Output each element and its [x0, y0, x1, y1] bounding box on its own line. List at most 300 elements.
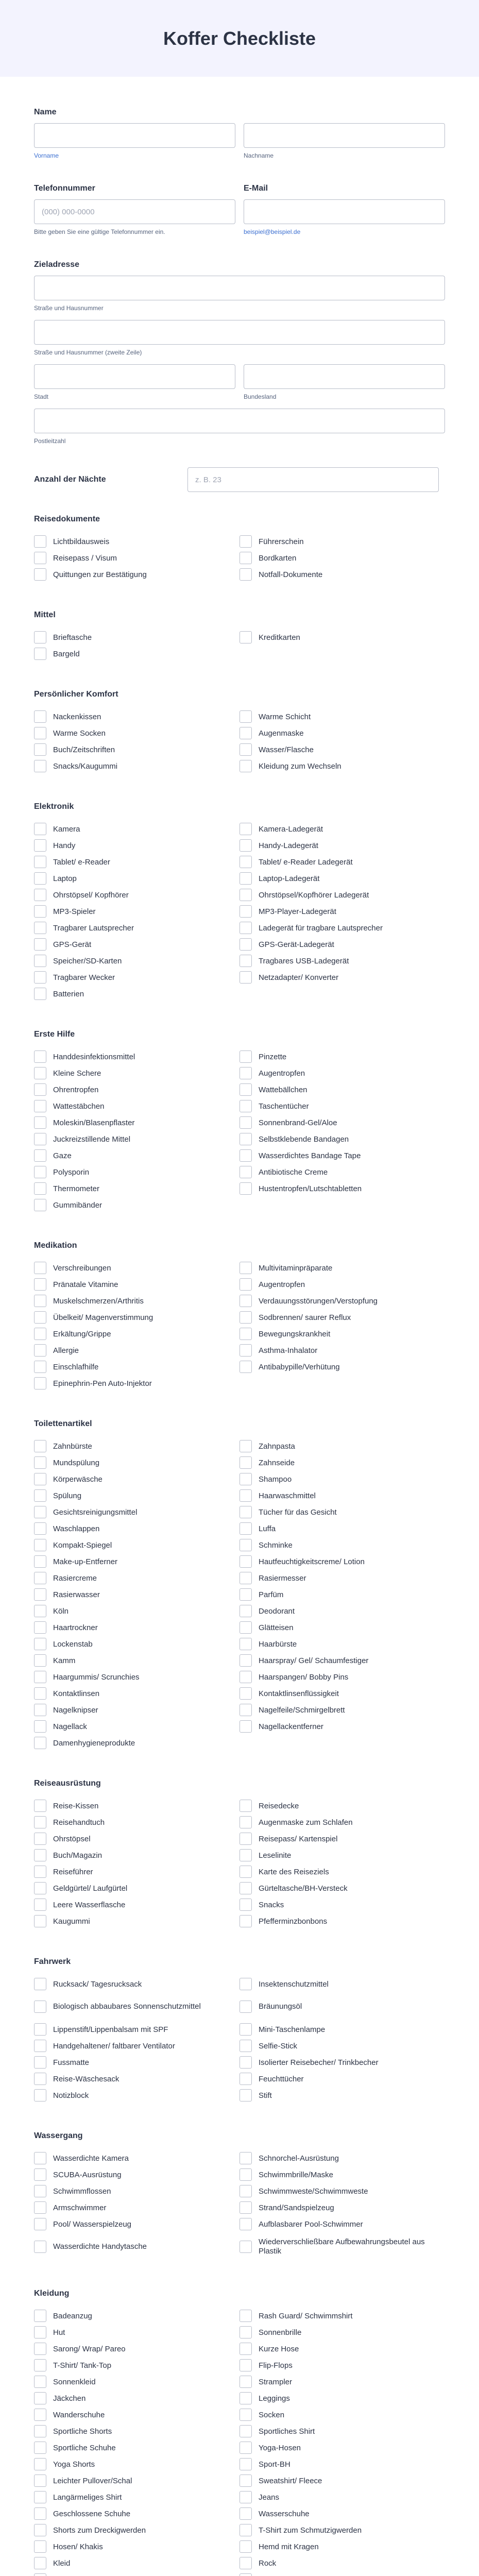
checkbox[interactable] [239, 552, 252, 564]
checkbox[interactable] [239, 1899, 252, 1911]
checkbox-option[interactable] [239, 1896, 445, 1913]
checkbox-option[interactable] [239, 1276, 445, 1293]
checkbox-option[interactable] [239, 1553, 445, 1570]
checkbox[interactable] [239, 2040, 252, 2052]
checkbox[interactable] [239, 1833, 252, 1845]
checkbox[interactable] [34, 1638, 46, 1650]
checkbox-option[interactable] [239, 1359, 445, 1375]
checkbox[interactable] [34, 1555, 46, 1568]
checkbox[interactable] [34, 2201, 46, 2214]
checkbox[interactable] [239, 1621, 252, 1634]
checkbox[interactable] [34, 988, 46, 1000]
checkbox[interactable] [34, 2310, 46, 2322]
checkbox-option[interactable] [34, 903, 239, 920]
checkbox[interactable] [239, 1671, 252, 1683]
checkbox-option[interactable] [239, 2150, 445, 2166]
checkbox-option[interactable] [239, 2216, 445, 2232]
checkbox[interactable] [239, 1588, 252, 1601]
checkbox[interactable] [239, 2376, 252, 2388]
checkbox-option[interactable] [34, 1798, 239, 1814]
checkbox-option[interactable] [34, 2555, 239, 2571]
checkbox-option[interactable] [34, 708, 239, 725]
checkbox-option[interactable] [34, 2489, 239, 2505]
checkbox[interactable] [34, 2241, 46, 2253]
checkbox-option[interactable] [239, 2374, 445, 2390]
checkbox-option[interactable] [239, 1702, 445, 1718]
checkbox-option[interactable] [34, 2472, 239, 2489]
checkbox-option[interactable] [239, 1260, 445, 1276]
checkbox[interactable] [34, 1100, 46, 1112]
checkbox[interactable] [239, 1849, 252, 1861]
checkbox[interactable] [239, 1166, 252, 1178]
checkbox-option[interactable] [34, 1164, 239, 1180]
checkbox-option[interactable] [34, 1293, 239, 1309]
checkbox[interactable] [239, 2218, 252, 2230]
checkbox-option[interactable] [34, 2374, 239, 2390]
checkbox[interactable] [34, 710, 46, 723]
checkbox[interactable] [34, 2392, 46, 2404]
checkbox-option[interactable] [34, 1375, 239, 1392]
checkbox[interactable] [239, 568, 252, 581]
checkbox-option[interactable] [239, 1131, 445, 1147]
checkbox[interactable] [239, 2185, 252, 2197]
checkbox[interactable] [34, 2168, 46, 2181]
checkbox[interactable] [34, 1506, 46, 1518]
state-input[interactable] [244, 364, 445, 389]
checkbox-option[interactable] [34, 1487, 239, 1504]
checkbox-option[interactable] [239, 2522, 445, 2538]
checkbox[interactable] [239, 938, 252, 951]
checkbox[interactable] [34, 2458, 46, 2470]
checkbox[interactable] [239, 2343, 252, 2355]
checkbox[interactable] [239, 1572, 252, 1584]
checkbox-option[interactable] [239, 1847, 445, 1863]
checkbox-option[interactable] [34, 1976, 239, 1992]
checkbox-option[interactable] [239, 1718, 445, 1735]
checkbox-option[interactable] [239, 1976, 445, 1992]
checkbox-option[interactable] [239, 2341, 445, 2357]
checkbox[interactable] [34, 2573, 46, 2576]
checkbox[interactable] [239, 2442, 252, 2454]
checkbox-option[interactable] [34, 1896, 239, 1913]
checkbox[interactable] [239, 1050, 252, 1063]
checkbox[interactable] [239, 1555, 252, 1568]
checkbox-option[interactable] [34, 887, 239, 903]
checkbox-option[interactable] [34, 2216, 239, 2232]
checkbox-option[interactable] [239, 1048, 445, 1065]
checkbox[interactable] [34, 1720, 46, 1733]
checkbox-option[interactable] [34, 1553, 239, 1570]
checkbox[interactable] [239, 823, 252, 835]
checkbox-option[interactable] [34, 1685, 239, 1702]
checkbox[interactable] [239, 2540, 252, 2553]
checkbox[interactable] [239, 1278, 252, 1291]
checkbox-option[interactable] [34, 1718, 239, 1735]
checkbox-option[interactable] [239, 936, 445, 953]
checkbox[interactable] [34, 1311, 46, 1324]
checkbox-option[interactable] [34, 2390, 239, 2406]
checkbox-option[interactable] [34, 1831, 239, 1847]
checkbox-option[interactable] [239, 2538, 445, 2555]
checkbox[interactable] [239, 1978, 252, 1990]
checkbox-option[interactable] [239, 566, 445, 583]
checkbox-option[interactable] [34, 2406, 239, 2423]
checkbox-option[interactable] [239, 1098, 445, 1114]
first-name-input[interactable] [34, 123, 235, 148]
checkbox[interactable] [34, 1737, 46, 1749]
last-name-input[interactable] [244, 123, 445, 148]
checkbox-option[interactable] [34, 1098, 239, 1114]
checkbox-option[interactable] [239, 2505, 445, 2522]
checkbox-option[interactable] [239, 854, 445, 870]
checkbox-option[interactable] [34, 2087, 239, 2104]
checkbox[interactable] [34, 1361, 46, 1373]
checkbox-option[interactable] [34, 629, 239, 646]
nights-input[interactable] [187, 467, 439, 492]
checkbox[interactable] [34, 1849, 46, 1861]
checkbox-option[interactable] [239, 920, 445, 936]
checkbox[interactable] [239, 1344, 252, 1357]
checkbox-option[interactable] [34, 1814, 239, 1831]
checkbox-option[interactable] [34, 1131, 239, 1147]
checkbox-option[interactable] [239, 2406, 445, 2423]
checkbox[interactable] [239, 1800, 252, 1812]
checkbox-option[interactable] [239, 741, 445, 758]
checkbox-option[interactable] [34, 986, 239, 1002]
checkbox-option[interactable] [239, 1863, 445, 1880]
checkbox[interactable] [34, 2475, 46, 2487]
checkbox-option[interactable] [34, 1471, 239, 1487]
checkbox[interactable] [34, 1456, 46, 1469]
checkbox-option[interactable] [34, 1180, 239, 1197]
checkbox[interactable] [34, 2073, 46, 2085]
checkbox[interactable] [34, 2425, 46, 2437]
checkbox[interactable] [34, 760, 46, 772]
checkbox-option[interactable] [239, 1798, 445, 1814]
checkbox[interactable] [239, 1654, 252, 1667]
checkbox[interactable] [239, 1539, 252, 1551]
checkbox[interactable] [239, 1687, 252, 1700]
checkbox-option[interactable] [239, 903, 445, 920]
checkbox[interactable] [34, 905, 46, 918]
checkbox[interactable] [34, 2040, 46, 2052]
checkbox-option[interactable] [239, 969, 445, 986]
checkbox-option[interactable] [239, 2183, 445, 2199]
checkbox[interactable] [239, 1704, 252, 1716]
checkbox-option[interactable] [34, 1863, 239, 1880]
checkbox[interactable] [34, 1704, 46, 1716]
checkbox-option[interactable] [239, 2071, 445, 2087]
checkbox-option[interactable] [34, 936, 239, 953]
checkbox[interactable] [239, 2073, 252, 2085]
checkbox[interactable] [239, 1489, 252, 1502]
checkbox-option[interactable] [239, 2087, 445, 2104]
checkbox-option[interactable] [34, 854, 239, 870]
checkbox-option[interactable] [239, 1619, 445, 1636]
checkbox-option[interactable] [34, 1114, 239, 1131]
checkbox-option[interactable] [239, 2555, 445, 2571]
checkbox-option[interactable] [239, 953, 445, 969]
checkbox-option[interactable] [34, 2357, 239, 2374]
checkbox-option[interactable] [239, 1342, 445, 1359]
checkbox[interactable] [239, 2458, 252, 2470]
checkbox[interactable] [239, 1522, 252, 1535]
checkbox[interactable] [34, 2491, 46, 2503]
checkbox-option[interactable] [239, 1114, 445, 1131]
checkbox[interactable] [239, 2359, 252, 2371]
checkbox-option[interactable] [239, 2021, 445, 2038]
checkbox-option[interactable] [34, 2423, 239, 2439]
checkbox-option[interactable] [239, 1487, 445, 1504]
checkbox-option[interactable] [239, 1586, 445, 1603]
checkbox[interactable] [34, 1899, 46, 1911]
checkbox[interactable] [239, 2326, 252, 2338]
checkbox[interactable] [34, 1621, 46, 1634]
checkbox[interactable] [239, 2491, 252, 2503]
checkbox-option[interactable] [239, 2166, 445, 2183]
checkbox-option[interactable] [34, 1276, 239, 1293]
checkbox-option[interactable] [34, 1454, 239, 1471]
checkbox[interactable] [34, 2056, 46, 2069]
checkbox-option[interactable] [34, 1537, 239, 1553]
checkbox[interactable] [239, 2056, 252, 2069]
checkbox[interactable] [239, 889, 252, 901]
checkbox-option[interactable] [34, 1260, 239, 1276]
checkbox[interactable] [34, 2152, 46, 2164]
checkbox[interactable] [34, 2089, 46, 2102]
checkbox-option[interactable] [239, 1520, 445, 1537]
checkbox-option[interactable] [34, 1586, 239, 1603]
checkbox[interactable] [34, 2359, 46, 2371]
checkbox[interactable] [34, 1344, 46, 1357]
checkbox[interactable] [239, 872, 252, 885]
checkbox[interactable] [34, 922, 46, 934]
checkbox-option[interactable] [239, 1164, 445, 1180]
checkbox[interactable] [34, 1489, 46, 1502]
checkbox-option[interactable] [34, 646, 239, 662]
checkbox-option[interactable] [239, 1471, 445, 1487]
checkbox[interactable] [239, 2201, 252, 2214]
checkbox-option[interactable] [34, 1702, 239, 1718]
checkbox-option[interactable] [34, 2456, 239, 2472]
checkbox[interactable] [34, 1440, 46, 1452]
checkbox-option[interactable] [239, 725, 445, 741]
checkbox[interactable] [34, 823, 46, 835]
checkbox-option[interactable] [34, 2324, 239, 2341]
street1-input[interactable] [34, 276, 445, 300]
checkbox[interactable] [239, 1311, 252, 1324]
city-input[interactable] [34, 364, 235, 389]
checkbox[interactable] [239, 1083, 252, 1096]
checkbox-option[interactable] [239, 1065, 445, 1081]
checkbox-option[interactable] [34, 2166, 239, 2183]
checkbox-option[interactable] [239, 2489, 445, 2505]
checkbox[interactable] [34, 1328, 46, 1340]
checkbox-option[interactable] [34, 2571, 239, 2576]
checkbox[interactable] [239, 922, 252, 934]
checkbox-option[interactable] [34, 1065, 239, 1081]
checkbox-option[interactable] [239, 1880, 445, 1896]
checkbox[interactable] [34, 1800, 46, 1812]
checkbox[interactable] [34, 535, 46, 548]
checkbox[interactable] [34, 1915, 46, 1927]
checkbox-option[interactable] [34, 566, 239, 583]
checkbox-option[interactable] [34, 1359, 239, 1375]
checkbox[interactable] [34, 1083, 46, 1096]
checkbox[interactable] [34, 552, 46, 564]
checkbox-option[interactable] [239, 1570, 445, 1586]
checkbox-option[interactable] [34, 1342, 239, 1359]
checkbox[interactable] [239, 1262, 252, 1274]
checkbox[interactable] [34, 1572, 46, 1584]
checkbox[interactable] [34, 1133, 46, 1145]
checkbox[interactable] [239, 2409, 252, 2421]
checkbox[interactable] [239, 1361, 252, 1373]
checkbox-option[interactable] [239, 1147, 445, 1164]
checkbox[interactable] [34, 1278, 46, 1291]
checkbox[interactable] [239, 2023, 252, 2036]
checkbox[interactable] [239, 1915, 252, 1927]
checkbox-option[interactable] [239, 758, 445, 774]
checkbox-option[interactable] [239, 1537, 445, 1553]
checkbox[interactable] [239, 1882, 252, 1894]
checkbox[interactable] [239, 535, 252, 548]
checkbox[interactable] [34, 1262, 46, 1274]
checkbox[interactable] [239, 1116, 252, 1129]
checkbox-option[interactable] [34, 550, 239, 566]
checkbox[interactable] [34, 1473, 46, 1485]
checkbox[interactable] [34, 2442, 46, 2454]
checkbox[interactable] [34, 743, 46, 756]
checkbox-option[interactable] [239, 870, 445, 887]
checkbox-option[interactable] [239, 1636, 445, 1652]
checkbox-option[interactable] [239, 2423, 445, 2439]
checkbox[interactable] [34, 1377, 46, 1389]
checkbox[interactable] [34, 938, 46, 951]
checkbox[interactable] [34, 1116, 46, 1129]
checkbox[interactable] [239, 2241, 252, 2253]
checkbox-option[interactable] [239, 887, 445, 903]
checkbox[interactable] [239, 1328, 252, 1340]
checkbox-option[interactable] [34, 821, 239, 837]
checkbox[interactable] [239, 2557, 252, 2569]
checkbox-option[interactable] [34, 741, 239, 758]
checkbox[interactable] [34, 1605, 46, 1617]
checkbox-option[interactable] [34, 1309, 239, 1326]
checkbox-option[interactable] [34, 1520, 239, 1537]
checkbox-option[interactable] [34, 725, 239, 741]
checkbox-option[interactable] [239, 821, 445, 837]
checkbox-option[interactable] [34, 1326, 239, 1342]
checkbox[interactable] [34, 1539, 46, 1551]
checkbox[interactable] [34, 2524, 46, 2536]
checkbox-option[interactable] [34, 1197, 239, 1213]
checkbox[interactable] [239, 856, 252, 868]
checkbox[interactable] [34, 2326, 46, 2338]
checkbox[interactable] [239, 1473, 252, 1485]
checkbox-option[interactable] [34, 2538, 239, 2555]
checkbox-option[interactable] [239, 629, 445, 646]
checkbox-option[interactable] [239, 2054, 445, 2071]
checkbox[interactable] [34, 2343, 46, 2355]
checkbox[interactable] [34, 1654, 46, 1667]
checkbox-option[interactable] [34, 920, 239, 936]
checkbox[interactable] [239, 1067, 252, 1079]
checkbox[interactable] [34, 1833, 46, 1845]
checkbox-option[interactable] [239, 1504, 445, 1520]
checkbox-option[interactable] [239, 2456, 445, 2472]
checkbox-option[interactable] [239, 2390, 445, 2406]
street2-input[interactable] [34, 320, 445, 345]
checkbox[interactable] [34, 1050, 46, 1063]
checkbox[interactable] [239, 2475, 252, 2487]
checkbox[interactable] [34, 889, 46, 901]
checkbox[interactable] [34, 2185, 46, 2197]
checkbox[interactable] [34, 2218, 46, 2230]
checkbox[interactable] [34, 1182, 46, 1195]
checkbox-option[interactable] [34, 1619, 239, 1636]
checkbox[interactable] [239, 2392, 252, 2404]
checkbox-option[interactable] [239, 2439, 445, 2456]
checkbox[interactable] [239, 2310, 252, 2322]
checkbox-option[interactable] [34, 1048, 239, 1065]
checkbox-option[interactable] [239, 1992, 445, 2021]
checkbox-option[interactable] [34, 2183, 239, 2199]
checkbox-option[interactable] [34, 2071, 239, 2087]
checkbox-option[interactable] [239, 1293, 445, 1309]
checkbox[interactable] [34, 2376, 46, 2388]
checkbox[interactable] [239, 1720, 252, 1733]
checkbox[interactable] [239, 710, 252, 723]
checkbox-option[interactable] [239, 2357, 445, 2374]
checkbox[interactable] [34, 1522, 46, 1535]
checkbox-option[interactable] [34, 1735, 239, 1751]
checkbox-option[interactable] [239, 1603, 445, 1619]
checkbox-option[interactable] [239, 1652, 445, 1669]
checkbox[interactable] [239, 1816, 252, 1828]
checkbox-option[interactable] [34, 1570, 239, 1586]
checkbox[interactable] [239, 2524, 252, 2536]
checkbox[interactable] [239, 1506, 252, 1518]
checkbox[interactable] [34, 872, 46, 885]
checkbox[interactable] [239, 1638, 252, 1650]
checkbox-option[interactable] [239, 1831, 445, 1847]
checkbox-option[interactable] [239, 2308, 445, 2324]
checkbox[interactable] [34, 727, 46, 739]
checkbox-option[interactable] [239, 1454, 445, 1471]
checkbox-option[interactable] [239, 2472, 445, 2489]
checkbox[interactable] [239, 2507, 252, 2520]
checkbox-option[interactable] [34, 1652, 239, 1669]
checkbox-option[interactable] [34, 953, 239, 969]
checkbox-option[interactable] [34, 1913, 239, 1929]
checkbox[interactable] [239, 1605, 252, 1617]
checkbox-option[interactable] [34, 1847, 239, 1863]
checkbox[interactable] [239, 1100, 252, 1112]
checkbox-option[interactable] [34, 2522, 239, 2538]
checkbox[interactable] [34, 839, 46, 852]
checkbox[interactable] [34, 1199, 46, 1211]
checkbox-option[interactable] [34, 1147, 239, 1164]
checkbox-option[interactable] [239, 708, 445, 725]
checkbox[interactable] [34, 1687, 46, 1700]
checkbox[interactable] [239, 955, 252, 967]
checkbox[interactable] [239, 2425, 252, 2437]
checkbox-option[interactable] [239, 837, 445, 854]
checkbox-option[interactable] [34, 2439, 239, 2456]
checkbox[interactable] [239, 2001, 252, 2013]
checkbox[interactable] [239, 743, 252, 756]
